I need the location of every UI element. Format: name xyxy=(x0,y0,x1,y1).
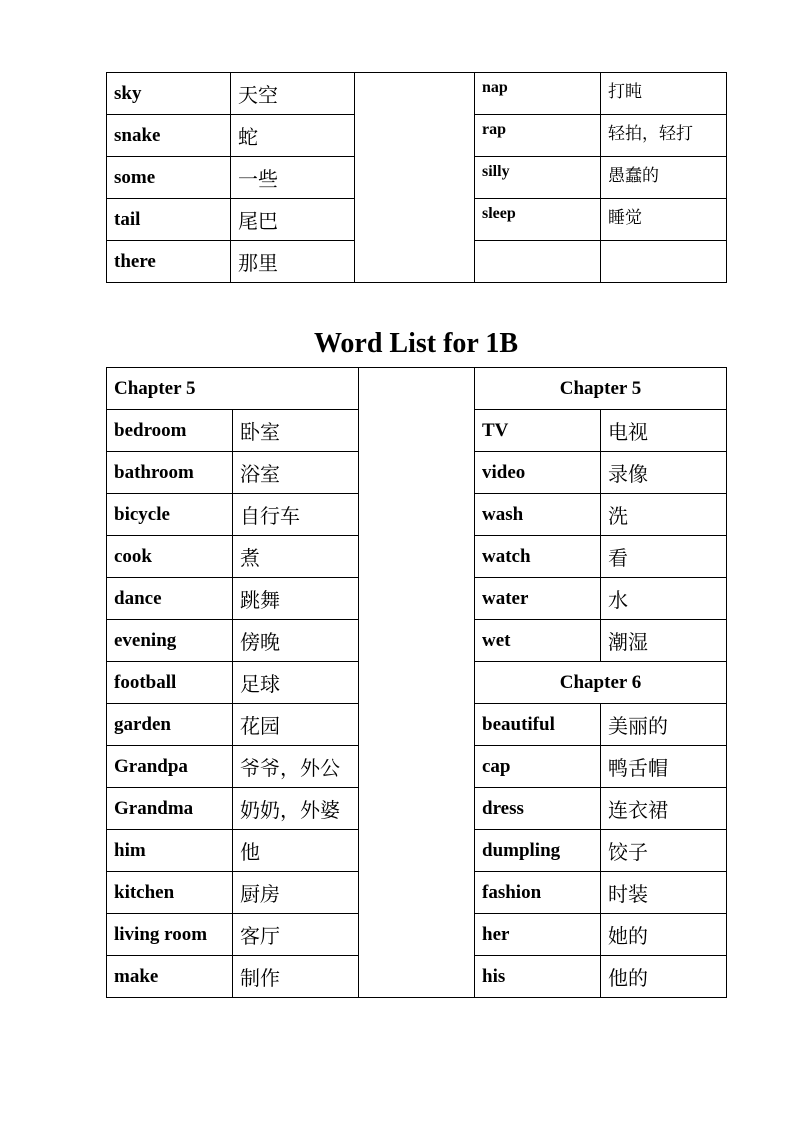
word-zh: 天空 xyxy=(231,73,355,115)
word-zh: 尾巴 xyxy=(231,199,355,241)
word-zh: 看 xyxy=(601,536,727,578)
word-en: make xyxy=(107,956,233,998)
word-zh: 一些 xyxy=(231,157,355,199)
word-en: sleep xyxy=(475,199,601,241)
word-en: him xyxy=(107,830,233,872)
word-zh: 轻拍，轻打 xyxy=(601,115,727,157)
word-zh: 自行车 xyxy=(233,494,359,536)
word-en: kitchen xyxy=(107,872,233,914)
word-en: bedroom xyxy=(107,410,233,452)
word-en: watch xyxy=(475,536,601,578)
word-en: sky xyxy=(107,73,231,115)
word-en: Grandpa xyxy=(107,746,233,788)
word-en: snake xyxy=(107,115,231,157)
word-zh: 傍晚 xyxy=(233,620,359,662)
word-zh: 制作 xyxy=(233,956,359,998)
word-en: wash xyxy=(475,494,601,536)
word-zh: 潮湿 xyxy=(601,620,727,662)
word-en: silly xyxy=(475,157,601,199)
chapter-header: Chapter 5 xyxy=(475,368,727,410)
word-zh: 录像 xyxy=(601,452,727,494)
word-zh: 那里 xyxy=(231,241,355,283)
word-zh: 他 xyxy=(233,830,359,872)
word-zh: 奶奶，外婆 xyxy=(233,788,359,830)
word-zh: 时装 xyxy=(601,872,727,914)
word-en: TV xyxy=(475,410,601,452)
word-en: beautiful xyxy=(475,704,601,746)
main-word-table xyxy=(106,367,727,998)
word-en: garden xyxy=(107,704,233,746)
table-row xyxy=(107,368,727,410)
word-en: video xyxy=(475,452,601,494)
word-zh: 跳舞 xyxy=(233,578,359,620)
word-zh: 厨房 xyxy=(233,872,359,914)
page-title: Word List for 1B xyxy=(313,328,519,359)
word-en: rap xyxy=(475,115,601,157)
word-en: evening xyxy=(107,620,233,662)
word-zh: 客厅 xyxy=(233,914,359,956)
word-en: cap xyxy=(475,746,601,788)
word-zh: 卧室 xyxy=(233,410,359,452)
word-zh: 蛇 xyxy=(231,115,355,157)
word-en: football xyxy=(107,662,233,704)
word-en: cook xyxy=(107,536,233,578)
chapter-header: Chapter 6 xyxy=(475,662,727,704)
word-zh: 水 xyxy=(601,578,727,620)
word-en: there xyxy=(107,241,231,283)
word-en: Grandma xyxy=(107,788,233,830)
word-en: dumpling xyxy=(475,830,601,872)
word-zh: 连衣裙 xyxy=(601,788,727,830)
word-en: his xyxy=(475,956,601,998)
word-en: fashion xyxy=(475,872,601,914)
word-en: her xyxy=(475,914,601,956)
word-zh: 爷爷，外公 xyxy=(233,746,359,788)
word-zh: 打盹 xyxy=(601,73,727,115)
word-zh: 浴室 xyxy=(233,452,359,494)
word-zh: 他的 xyxy=(601,956,727,998)
word-zh: 花园 xyxy=(233,704,359,746)
word-en: dress xyxy=(475,788,601,830)
table-row xyxy=(107,73,727,115)
word-en: water xyxy=(475,578,601,620)
word-zh: 煮 xyxy=(233,536,359,578)
word-zh: 愚蠢的 xyxy=(601,157,727,199)
word-zh: 足球 xyxy=(233,662,359,704)
word-en: living room xyxy=(107,914,233,956)
top-word-table xyxy=(106,72,727,283)
word-en: nap xyxy=(475,73,601,115)
word-en: dance xyxy=(107,578,233,620)
chapter-header: Chapter 5 xyxy=(107,368,359,410)
word-en: wet xyxy=(475,620,601,662)
word-zh: 饺子 xyxy=(601,830,727,872)
word-zh: 美丽的 xyxy=(601,704,727,746)
word-en: tail xyxy=(107,199,231,241)
spacer-cell xyxy=(355,73,475,283)
word-en: some xyxy=(107,157,231,199)
word-en: bicycle xyxy=(107,494,233,536)
word-zh: 电视 xyxy=(601,410,727,452)
word-zh: 她的 xyxy=(601,914,727,956)
word-en: bathroom xyxy=(107,452,233,494)
word-zh: 鸭舌帽 xyxy=(601,746,727,788)
spacer-cell xyxy=(359,368,475,998)
word-en xyxy=(475,241,601,283)
word-zh: 洗 xyxy=(601,494,727,536)
word-zh: 睡觉 xyxy=(601,199,727,241)
word-zh xyxy=(601,241,727,283)
